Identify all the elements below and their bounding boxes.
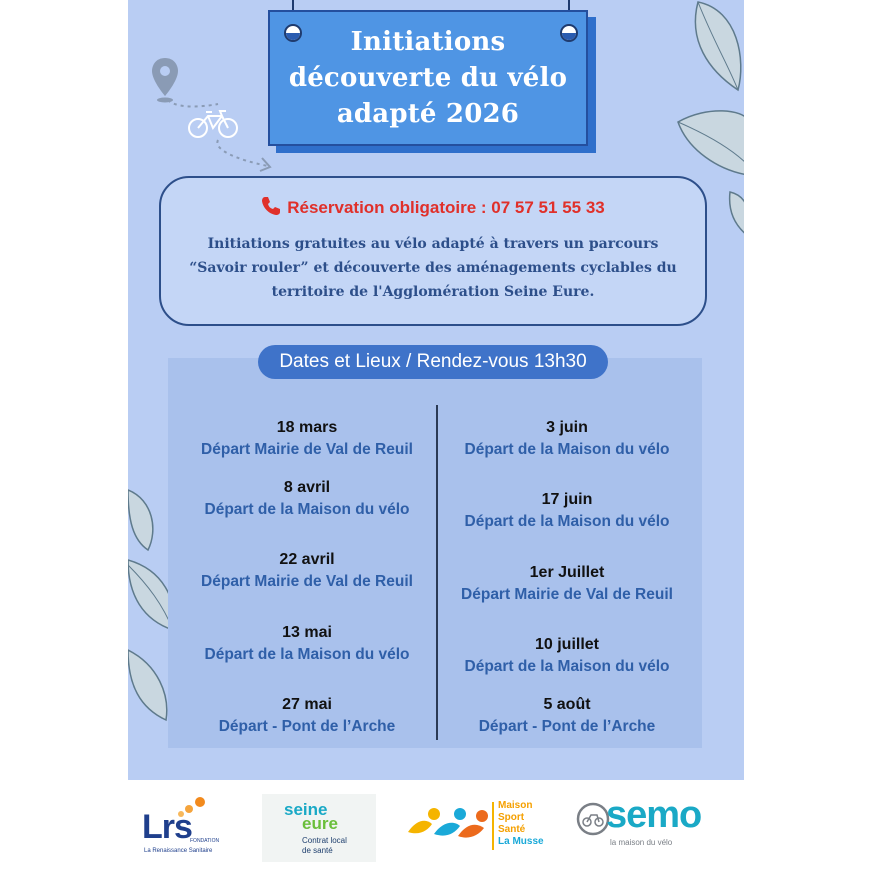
event-date: 18 mars [276, 419, 338, 436]
seine-eure-logo [262, 794, 376, 862]
lrs-mark: Lrs [142, 808, 192, 846]
reservation-line [161, 196, 705, 218]
runners-icon [404, 804, 490, 846]
lrs-subtitle: La Renaissance Sanitaire [144, 848, 213, 854]
event-left-2 [182, 477, 432, 521]
event-right-4 [442, 634, 692, 678]
reservation-label[interactable]: Réservation obligatoire : 07 57 51 55 33 [287, 198, 605, 217]
event-place: Départ de la Maison du vélo [204, 646, 410, 663]
event-place: Départ - Pont de l’Arche [218, 718, 396, 735]
phone-icon [261, 196, 281, 216]
reservation-description: Initiations gratuites au vélo adapté à travers un parcours “Savoir rouler” et découverte des aménagements cyclables du territoire de l'Agglomération Seine Eure. [189, 236, 677, 300]
title-line-1: Initiations [350, 27, 506, 57]
maison-sport-sante-logo [404, 800, 544, 856]
bicycle-icon [186, 108, 240, 140]
pin-right-icon [560, 24, 578, 42]
dates-divider [436, 405, 438, 740]
event-left-3 [182, 549, 432, 593]
seine-eure-line1: seine [284, 800, 328, 819]
semo-logo [576, 794, 716, 858]
mss-divider [492, 802, 494, 850]
seine-eure-line2: eure [302, 814, 338, 833]
event-date: 1er Juillet [529, 564, 605, 581]
mss-line2: Sport [498, 812, 525, 823]
event-right-5 [442, 694, 692, 738]
semo-subtitle: la maison du vélo [610, 838, 673, 847]
event-date: 8 avril [283, 479, 331, 496]
title-box [268, 10, 588, 146]
event-date: 22 avril [279, 551, 335, 568]
event-date: 27 mai [282, 696, 332, 713]
event-place: Départ de la Maison du vélo [204, 501, 410, 518]
mss-line1: Maison [498, 800, 533, 811]
event-date: 17 juin [541, 491, 593, 508]
seine-eure-sub2: de santé [302, 846, 333, 855]
event-right-2 [442, 489, 692, 533]
event-place: Départ Mairie de Val de Reuil [201, 441, 413, 458]
event-right-1 [442, 417, 692, 461]
event-place: Départ - Pont de l’Arche [478, 718, 656, 735]
event-date: 3 juin [546, 419, 588, 436]
pin-left-icon [284, 24, 302, 42]
event-place: Départ de la Maison du vélo [464, 441, 670, 458]
seine-eure-sub1: Contrat local [302, 836, 347, 845]
partner-logos [0, 780, 874, 874]
event-left-1 [182, 417, 432, 461]
event-right-3 [442, 562, 692, 606]
event-date: 13 mai [282, 624, 332, 641]
event-place: Départ Mairie de Val de Reuil [201, 573, 413, 590]
reservation-box [159, 176, 707, 326]
title-line-2: découverte du vélo [288, 63, 568, 93]
semo-name: semo [606, 794, 702, 836]
mss-line4: La Musse [498, 836, 544, 847]
lrs-logo [140, 796, 240, 860]
poster [128, 0, 744, 780]
dates-header: Dates et Lieux / Rendez-vous 13h30 [258, 345, 608, 379]
lrs-small: FONDATION [190, 838, 220, 844]
event-left-4 [182, 622, 432, 666]
event-place: Départ Mairie de Val de Reuil [461, 586, 673, 603]
event-place: Départ de la Maison du vélo [464, 513, 670, 530]
event-date: 5 août [543, 696, 591, 713]
event-place: Départ de la Maison du vélo [464, 658, 670, 675]
semo-bike-icon [576, 802, 610, 836]
event-left-5 [182, 694, 432, 738]
event-date: 10 juillet [534, 636, 600, 653]
mss-line3: Santé [498, 824, 526, 835]
title-line-3: adapté 2026 [336, 99, 520, 129]
